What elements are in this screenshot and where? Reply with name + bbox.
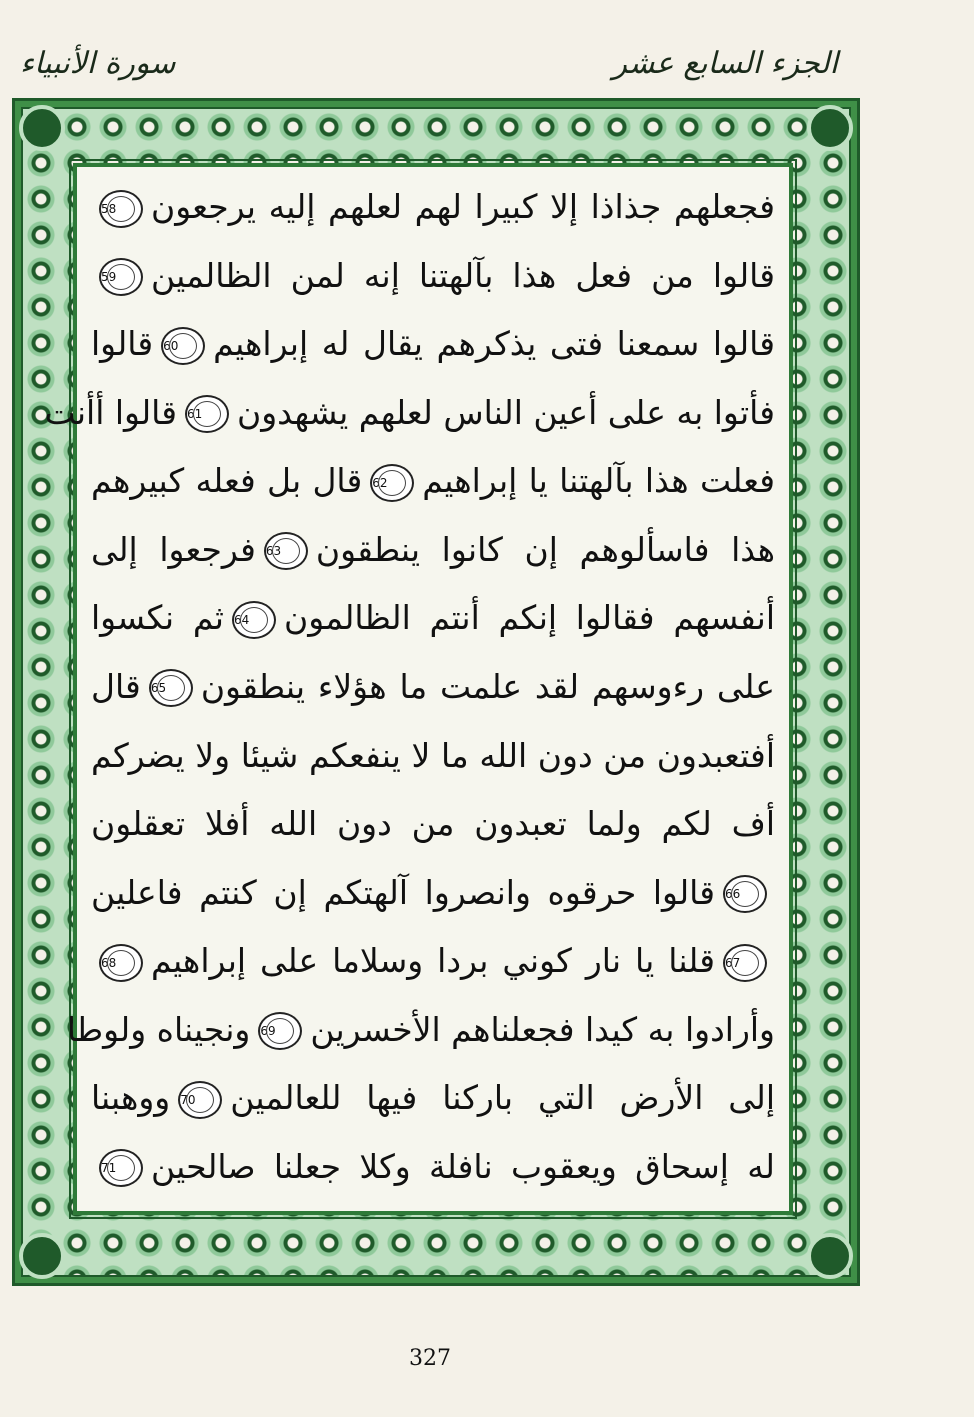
verse-text: قال (91, 666, 141, 706)
ayah-number-marker: 64 (232, 601, 276, 639)
text-panel (44, 163, 793, 1215)
verse-text: أفتعبدون من دون الله ما لا ينفعكم شيئا ولا يضركم (91, 735, 775, 775)
verse-text: قالوا حرقوه وانصروا آلهتكم إن كنتم فاعلين (91, 872, 715, 912)
verse-line (91, 726, 775, 790)
verse-line (91, 246, 775, 310)
ayah-number-marker: 62 (370, 464, 414, 502)
ornamental-frame (12, 98, 860, 1286)
verse-text: أنفسهم فقالوا إنكم أنتم الظالمون (283, 598, 775, 638)
verse-line (91, 794, 775, 858)
corner-ornament-icon (19, 1233, 65, 1279)
verse-text: ووهبنا (91, 1078, 171, 1118)
corner-ornament-icon (19, 105, 65, 151)
verse-line (91, 863, 775, 927)
verse-text: قالوا سمعنا فتى يذكرهم يقال له إبراهيم (213, 324, 775, 364)
verse-text: أف لكم ولما تعبدون من دون الله أفلا تعقلون (91, 804, 775, 844)
verse-text: قالوا (91, 324, 154, 364)
verse-text: ثم نكسوا (91, 598, 224, 638)
ayah-number-marker: 65 (149, 669, 193, 707)
verse-text: إلى الأرض التي باركنا فيها للعالمين (230, 1078, 775, 1118)
juz-title: الجزء السابع عشر (612, 46, 838, 81)
verse-text: فعلت هذا بآلهتنا يا إبراهيم (422, 461, 775, 501)
verse-text: ونجيناه ولوطا (66, 1009, 251, 1049)
verse-line (91, 931, 775, 995)
ayah-number-marker: 66 (723, 875, 767, 913)
page-header (14, 36, 960, 96)
verse-line (91, 451, 775, 515)
verse-lines (44, 177, 775, 1201)
verse-line (91, 520, 775, 584)
ayah-number-marker: 71 (99, 1149, 143, 1187)
ayah-number-marker: 70 (178, 1081, 222, 1119)
verse-line (91, 588, 775, 652)
corner-ornament-icon (807, 1233, 853, 1279)
verse-text: قلنا يا نار كوني بردا وسلاما على إبراهيم (151, 941, 715, 981)
verse-text: وأرادوا به كيدا فجعلناهم الأخسرين (310, 1009, 775, 1049)
ayah-number-marker: 68 (99, 944, 143, 982)
ayah-number-marker: 59 (99, 258, 143, 296)
ayah-number-marker: 58 (99, 190, 143, 228)
verse-text: على رءوسهم لقد علمت ما هؤلاء ينطقون (200, 666, 775, 706)
ayah-number-marker: 61 (185, 395, 229, 433)
verse-line (91, 1068, 775, 1132)
verse-text: فرجعوا إلى (91, 529, 256, 569)
verse-line (91, 177, 775, 241)
page-number: 327 (409, 1346, 451, 1371)
verse-text: هذا فاسألوهم إن كانوا ينطقون (315, 529, 775, 569)
verse-line (91, 657, 775, 721)
verse-line (91, 1137, 775, 1201)
verse-line (66, 1000, 775, 1064)
ayah-number-marker: 67 (723, 944, 767, 982)
verse-text: فأتوا به على أعين الناس لعلهم يشهدون (236, 392, 775, 432)
corner-ornament-icon (807, 105, 853, 151)
verse-line (44, 383, 775, 447)
verse-text: له إسحاق ويعقوب نافلة وكلا جعلنا صالحين (151, 1146, 775, 1186)
ayah-number-marker: 69 (258, 1012, 302, 1050)
verse-text: قال بل فعله كبيرهم (91, 461, 363, 501)
verse-text: قالوا من فعل هذا بآلهتنا إنه لمن الظالمين (151, 255, 775, 295)
ayah-number-marker: 60 (161, 327, 205, 365)
verse-text: قالوا أأنت (44, 392, 177, 432)
verse-line (91, 314, 775, 378)
verse-text: فجعلهم جذاذا إلا كبيرا لهم لعلهم إليه يرجعون (151, 187, 775, 226)
ayah-number-marker: 63 (264, 532, 308, 570)
surah-title: سورة الأنبياء (20, 46, 176, 81)
